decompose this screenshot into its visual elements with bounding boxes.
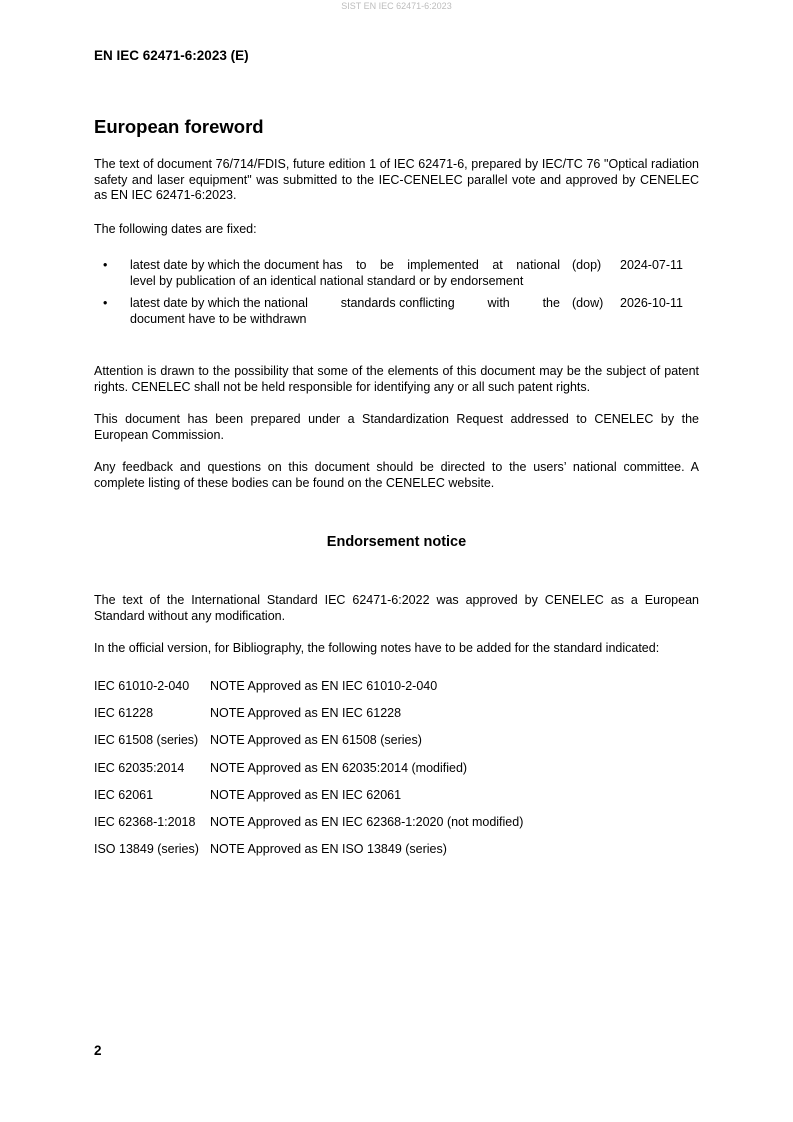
dates-list — [94, 258, 699, 342]
request-paragraph: This document has been prepared under a Standardization Request addressed to CENELEC by the European Commission. — [94, 412, 699, 442]
list-item — [94, 788, 523, 815]
standard-ref: ISO 13849 (series) — [94, 842, 199, 857]
standard-ref: IEC 62061 — [94, 787, 154, 802]
note-text: NOTE Approved as EN IEC 61228 — [210, 706, 402, 721]
date-text-word: with — [487, 296, 510, 310]
dates-intro: The following dates are fixed: — [94, 222, 257, 236]
bullet: • — [103, 258, 108, 272]
list-item — [94, 761, 523, 788]
note-text: NOTE Approved as EN ISO 13849 (series) — [210, 842, 447, 857]
list-item — [94, 733, 523, 760]
list-item — [94, 679, 523, 706]
note-text: NOTE Approved as EN 62035:2014 (modified) — [210, 760, 468, 775]
note-text: NOTE Approved as EN IEC 62061 — [210, 787, 402, 802]
date-code: (dop) — [572, 258, 602, 272]
date-value: 2024-07-11 — [620, 258, 684, 272]
standard-ref: IEC 62035:2014 — [94, 760, 185, 775]
standard-ref: IEC 61010-2-040 — [94, 679, 190, 693]
date-text-word: national — [516, 258, 560, 272]
standard-ref: IEC 61228 — [94, 706, 154, 721]
date-text-line2: document have to be withdrawn — [130, 311, 307, 326]
date-item-dow — [94, 296, 699, 342]
date-code: (dow) — [572, 296, 604, 310]
date-text-word: standards conflicting — [340, 296, 455, 310]
watermark: SIST EN IEC 62471-6:2023 — [341, 1, 452, 11]
note-text: NOTE Approved as EN IEC 61010-2-040 — [210, 679, 438, 693]
list-item — [94, 842, 523, 869]
date-text-word: be — [379, 258, 394, 272]
document-id: EN IEC 62471-6:2023 (E) — [94, 48, 249, 63]
endorsement-paragraph: The text of the International Standard IEC 62471-6:2022 was approved by CENELEC as a European Standard without any modification. — [94, 593, 699, 623]
patent-paragraph: Attention is drawn to the possibility that some of the elements of this document may be the subject of patent rights. CENELEC shall not be held responsible for identifying any or all such patent rights. — [94, 364, 699, 394]
page-number: 2 — [94, 1043, 102, 1058]
standard-ref: IEC 61508 (series) — [94, 733, 199, 748]
date-text-word: latest date by which the national — [130, 296, 308, 310]
date-value: 2026-10-11 — [620, 296, 684, 310]
foreword-paragraph: The text of document 76/714/FDIS, future edition 1 of IEC 62471-6, prepared by IEC/TC 76 "Optical radiation safety and laser equipment" was submitted to the IEC-CENELEC parallel vote and approved by CENELEC as EN IEC 62471-6:2023. — [94, 157, 699, 202]
endorsement-title: Endorsement notice — [326, 534, 467, 550]
bibliography-notes — [94, 679, 523, 869]
date-text-word: at — [492, 258, 503, 272]
bibliography-intro: In the official version, for Bibliography, the following notes have to be added for the standard indicated: — [94, 641, 660, 655]
date-text-word: the — [542, 296, 560, 310]
bullet: • — [103, 296, 108, 310]
note-text: NOTE Approved as EN 61508 (series) — [210, 733, 422, 748]
date-text-word: implemented — [407, 258, 479, 272]
foreword-title: European foreword — [94, 116, 264, 137]
list-item — [94, 815, 523, 842]
date-text-word: to — [356, 258, 367, 272]
feedback-paragraph: Any feedback and questions on this document should be directed to the users’ national committee. A complete listing of these bodies can be found on the CENELEC website. — [94, 460, 699, 490]
date-text-word: latest date by which the document has — [130, 258, 343, 272]
list-item — [94, 706, 523, 733]
standard-ref: IEC 62368-1:2018 — [94, 814, 196, 829]
date-text-line2: level by publication of an identical national standard or by endorsement — [130, 273, 524, 288]
note-text: NOTE Approved as EN IEC 62368-1:2020 (not modified) — [210, 814, 524, 829]
